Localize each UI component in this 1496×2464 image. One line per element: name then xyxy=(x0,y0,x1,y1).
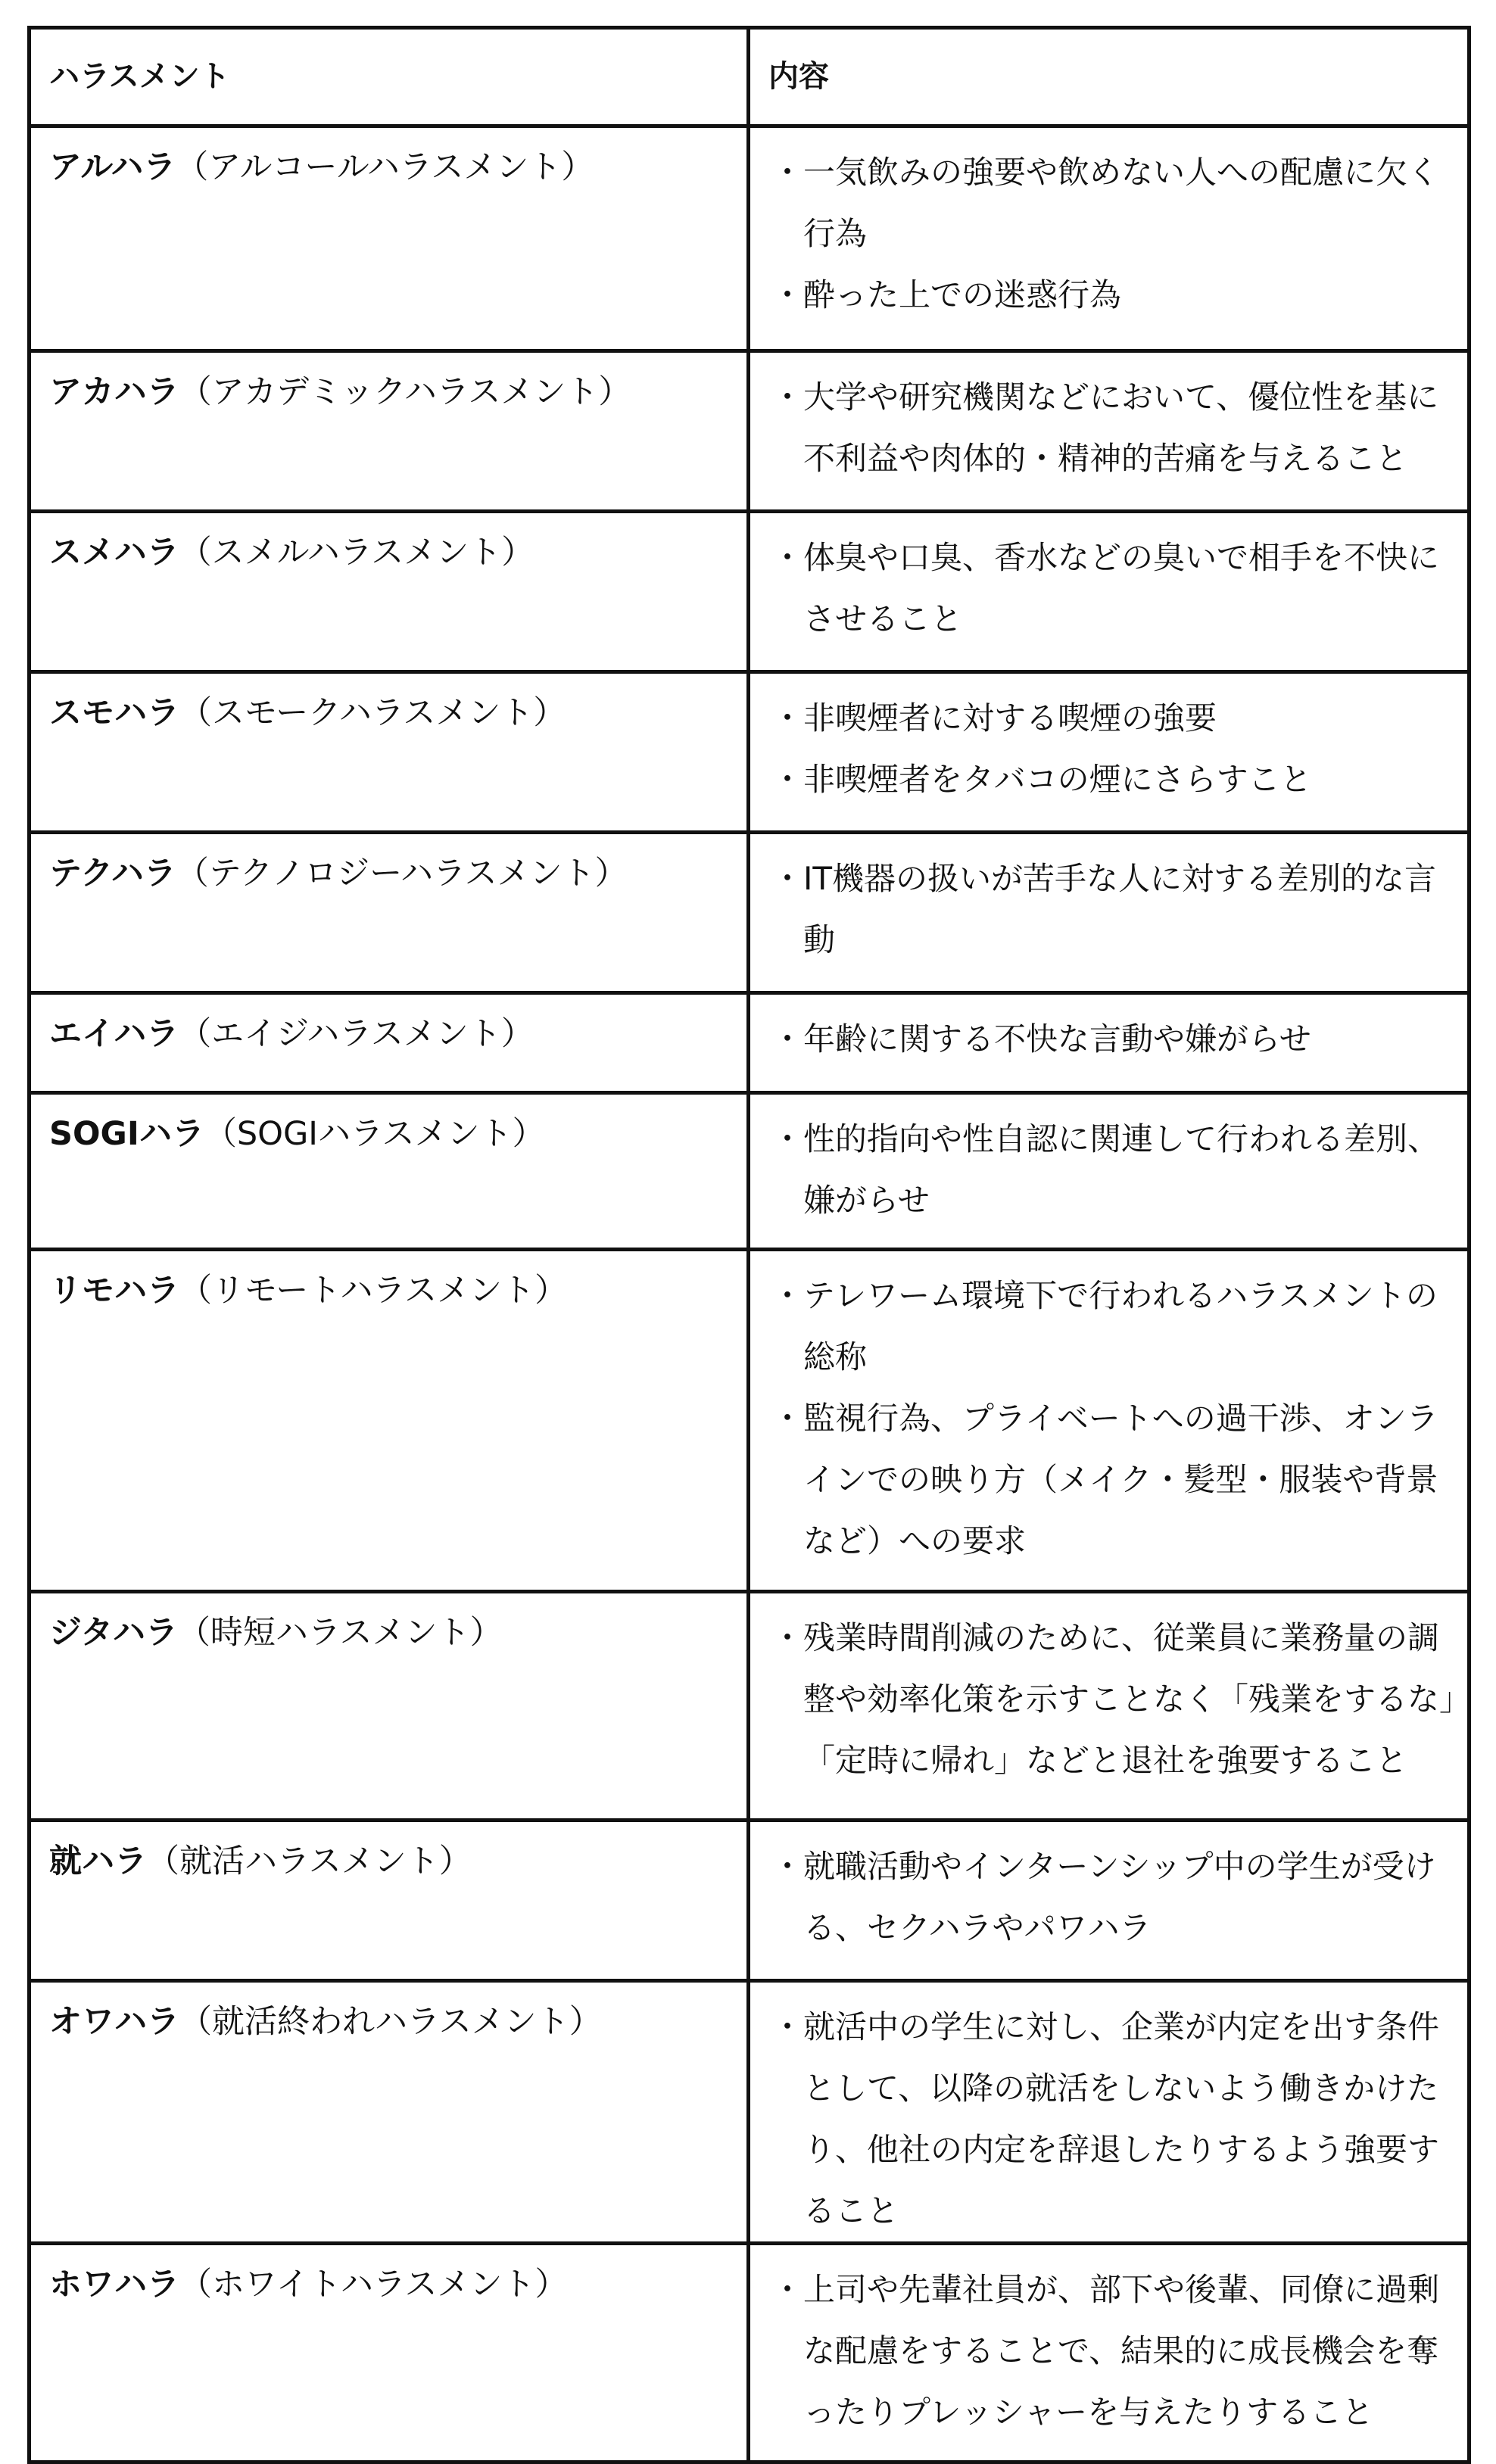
table-row xyxy=(30,2244,1470,2462)
description-text: 非喫煙者に対する喫煙の強要 xyxy=(803,699,1217,737)
bullet-icon: ・ xyxy=(771,860,804,897)
table-row xyxy=(30,993,1470,1093)
description-text: 年齢に関する不快な言動や嫌がらせ xyxy=(803,1020,1311,1058)
description-item xyxy=(771,1388,1460,1572)
harassment-name-cell xyxy=(30,512,749,672)
description-item xyxy=(771,2259,1460,2443)
harassment-description-cell xyxy=(749,1592,1470,1821)
harassment-name-cell xyxy=(30,1981,749,2244)
description-item xyxy=(771,1008,1460,1070)
description-text: 一気飲みの強要や飲めない人への配慮に欠く行為 xyxy=(803,154,1440,252)
description-text: 性的指向や性自認に関連して行われる差別、嫌がらせ xyxy=(803,1120,1440,1219)
description-text: IT機器の扱いが苦手な人に対する差別的な言動 xyxy=(803,860,1437,958)
table-row xyxy=(30,126,1470,351)
harassment-description-cell xyxy=(749,512,1470,672)
bullet-icon: ・ xyxy=(771,1400,804,1437)
bullet-icon: ・ xyxy=(771,1120,804,1157)
bullet-icon: ・ xyxy=(771,1619,804,1656)
description-text: 大学や研究機関などにおいて、優位性を基に不利益や肉体的・精神的苦痛を与えること xyxy=(803,378,1439,477)
harassment-description-cell xyxy=(749,1093,1470,1250)
bullet-icon: ・ xyxy=(771,761,804,798)
description-text: 就職活動やインターンシップ中の学生が受ける、セクハラやパワハラ xyxy=(803,1848,1436,1946)
harassment-abbr: ホワハラ xyxy=(49,2266,179,2304)
description-item xyxy=(771,1607,1460,1791)
harassment-name-cell xyxy=(30,1093,749,1250)
harassment-abbr: アルハラ xyxy=(49,148,176,186)
bullet-icon: ・ xyxy=(771,276,804,313)
description-text: 体臭や口臭、香水などの臭いで相手を不快にさせること xyxy=(803,539,1440,637)
harassment-table xyxy=(27,26,1471,2464)
harassment-full-name: （SOGIハラスメント） xyxy=(204,1115,545,1153)
bullet-icon: ・ xyxy=(771,2271,804,2308)
bullet-icon: ・ xyxy=(771,1848,804,1885)
description-item xyxy=(771,366,1460,489)
harassment-name-cell xyxy=(30,833,749,993)
harassment-abbr: 就ハラ xyxy=(49,1843,147,1880)
description-item xyxy=(771,687,1460,749)
table-row xyxy=(30,1592,1470,1821)
table-row xyxy=(30,1821,1470,1981)
harassment-abbr: アカハラ xyxy=(49,373,179,411)
harassment-description-cell xyxy=(749,2244,1470,2462)
description-item xyxy=(771,749,1460,810)
description-text: 酔った上での迷惑行為 xyxy=(803,276,1122,313)
description-item xyxy=(771,264,1460,326)
harassment-abbr: ジタハラ xyxy=(49,1614,178,1652)
description-item xyxy=(771,1836,1460,1958)
harassment-full-name: （エイジハラスメント） xyxy=(179,1015,534,1053)
description-text: テレワーム環境下で行われるハラスメントの総称 xyxy=(803,1277,1438,1375)
table-row xyxy=(30,672,1470,833)
harassment-description-cell xyxy=(749,1821,1470,1981)
harassment-description-cell xyxy=(749,1250,1470,1592)
harassment-name-cell xyxy=(30,1250,749,1592)
description-text: 非喫煙者をタバコの煙にさらすこと xyxy=(803,761,1312,798)
harassment-abbr: リモハラ xyxy=(49,1272,179,1310)
harassment-name-cell xyxy=(30,1592,749,1821)
description-item xyxy=(771,1996,1460,2241)
description-item xyxy=(771,142,1460,264)
description-item xyxy=(771,1108,1460,1231)
harassment-full-name: （就活ハラスメント） xyxy=(147,1843,472,1880)
bullet-icon: ・ xyxy=(771,1277,804,1314)
table-row xyxy=(30,512,1470,672)
table-row xyxy=(30,1250,1470,1592)
harassment-description-cell xyxy=(749,672,1470,833)
description-item xyxy=(771,1265,1460,1388)
harassment-abbr: エイハラ xyxy=(49,1015,179,1053)
harassment-abbr: SOGIハラ xyxy=(49,1115,204,1153)
header-content: 内容 xyxy=(749,28,1470,126)
harassment-full-name: （スモークハラスメント） xyxy=(179,694,566,732)
description-item xyxy=(771,848,1460,970)
table-row xyxy=(30,833,1470,993)
harassment-full-name: （テクノロジーハラスメント） xyxy=(176,855,628,892)
table-row xyxy=(30,1093,1470,1250)
harassment-abbr: オワハラ xyxy=(49,2003,179,2041)
harassment-name-cell xyxy=(30,351,749,512)
harassment-full-name: （時短ハラスメント） xyxy=(177,1614,503,1652)
bullet-icon: ・ xyxy=(771,539,804,576)
harassment-full-name: （アルコールハラスメント） xyxy=(176,148,594,186)
harassment-full-name: （アカデミックハラスメント） xyxy=(179,373,631,411)
harassment-description-cell xyxy=(749,126,1470,351)
harassment-abbr: テクハラ xyxy=(49,855,176,892)
harassment-abbr: スメハラ xyxy=(49,534,179,572)
bullet-icon: ・ xyxy=(771,699,804,737)
harassment-name-cell xyxy=(30,672,749,833)
description-text: 残業時間削減のために、従業員に業務量の調整や効率化策を示すことなく「残業をするな」「定時に帰れ」などと退社を強要すること xyxy=(803,1619,1456,1779)
harassment-full-name: （リモートハラスメント） xyxy=(179,1272,568,1310)
description-text: 上司や先輩社員が、部下や後輩、同僚に過剰な配慮をすることで、結果的に成長機会を奪ったりプレッシャーを与えたりすること xyxy=(803,2271,1440,2431)
description-text: 監視行為、プライベートへの過干渉、オンラインでの映り方（メイク・髪型・服装や背景など）への要求 xyxy=(803,1400,1438,1559)
header-row xyxy=(30,28,1470,126)
table-row xyxy=(30,351,1470,512)
bullet-icon: ・ xyxy=(771,154,804,191)
bullet-icon: ・ xyxy=(771,378,804,416)
harassment-full-name: （就活終われハラスメント） xyxy=(179,2003,602,2041)
harassment-name-cell xyxy=(30,1821,749,1981)
harassment-full-name: （ホワイトハラスメント） xyxy=(179,2266,568,2304)
table-row xyxy=(30,1981,1470,2244)
harassment-description-cell xyxy=(749,993,1470,1093)
harassment-description-cell xyxy=(749,1981,1470,2244)
bullet-icon: ・ xyxy=(771,2008,804,2045)
harassment-name-cell xyxy=(30,993,749,1093)
bullet-icon: ・ xyxy=(771,1020,804,1058)
header-harassment: ハラスメント xyxy=(30,28,749,126)
harassment-name-cell xyxy=(30,126,749,351)
harassment-abbr: スモハラ xyxy=(49,694,179,732)
description-text: 就活中の学生に対し、企業が内定を出す条件として、以降の就活をしないよう働きかけたり、他社の内定を辞退したりするよう強要すること xyxy=(803,2008,1440,2229)
harassment-description-cell xyxy=(749,833,1470,993)
harassment-description-cell xyxy=(749,351,1470,512)
description-item xyxy=(771,527,1460,649)
harassment-name-cell xyxy=(30,2244,749,2462)
harassment-full-name: （スメルハラスメント） xyxy=(179,534,535,572)
